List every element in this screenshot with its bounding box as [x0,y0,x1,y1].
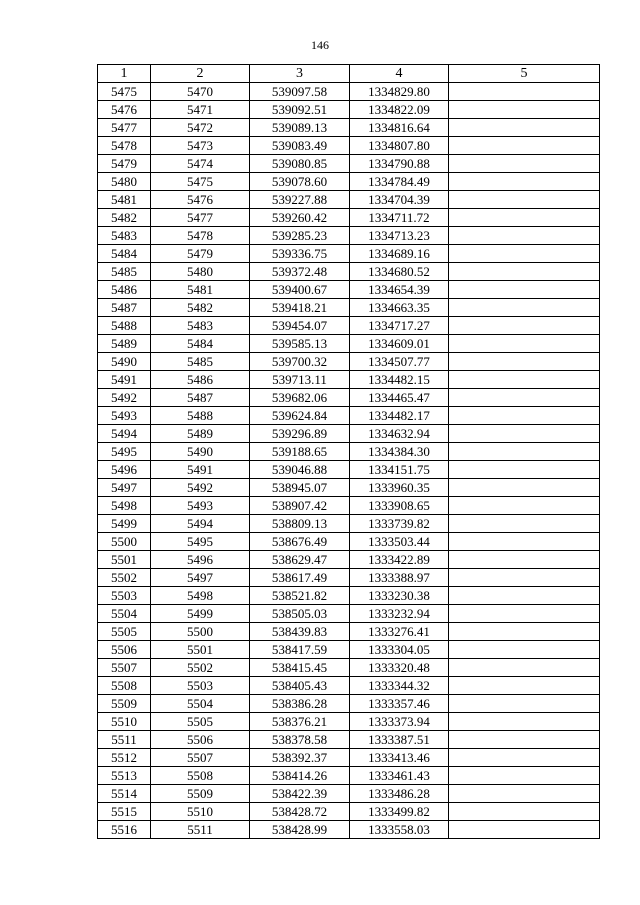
point-number-cell: 5490 [98,353,151,371]
note-cell [449,299,600,317]
note-cell [449,497,600,515]
note-cell [449,461,600,479]
point-number-cell: 5503 [98,587,151,605]
note-cell [449,641,600,659]
index-cell: 5491 [151,461,250,479]
x-coordinate-cell: 538617.49 [250,569,350,587]
table-row [98,353,600,371]
y-coordinate-cell: 1334790.88 [350,155,449,173]
note-cell [449,371,600,389]
point-number-cell: 5513 [98,767,151,785]
x-coordinate-cell: 539092.51 [250,101,350,119]
y-coordinate-cell: 1334822.09 [350,101,449,119]
table-row [98,731,600,749]
table-row [98,749,600,767]
y-coordinate-cell: 1333503.44 [350,533,449,551]
x-coordinate-cell: 539188.65 [250,443,350,461]
note-cell [449,731,600,749]
table-row [98,281,600,299]
x-coordinate-cell: 539097.58 [250,83,350,101]
table-row [98,785,600,803]
y-coordinate-cell: 1334654.39 [350,281,449,299]
point-number-cell: 5487 [98,299,151,317]
index-cell: 5485 [151,353,250,371]
index-cell: 5474 [151,155,250,173]
x-coordinate-cell: 538415.45 [250,659,350,677]
x-coordinate-cell: 538945.07 [250,479,350,497]
point-number-cell: 5502 [98,569,151,587]
y-coordinate-cell: 1333387.51 [350,731,449,749]
y-coordinate-cell: 1333304.05 [350,641,449,659]
y-coordinate-cell: 1333461.43 [350,767,449,785]
header-row [98,65,600,83]
index-cell: 5506 [151,731,250,749]
y-coordinate-cell: 1333388.97 [350,569,449,587]
index-cell: 5510 [151,803,250,821]
x-coordinate-cell: 539418.21 [250,299,350,317]
point-number-cell: 5482 [98,209,151,227]
y-coordinate-cell: 1334784.49 [350,173,449,191]
table-row [98,101,600,119]
index-cell: 5477 [151,209,250,227]
x-coordinate-cell: 539454.07 [250,317,350,335]
index-cell: 5496 [151,551,250,569]
table-row [98,209,600,227]
y-coordinate-cell: 1334829.80 [350,83,449,101]
index-cell: 5483 [151,317,250,335]
y-coordinate-cell: 1333422.89 [350,551,449,569]
note-cell [449,317,600,335]
point-number-cell: 5486 [98,281,151,299]
point-number-cell: 5508 [98,677,151,695]
point-number-cell: 5477 [98,119,151,137]
table-row [98,173,600,191]
table-row [98,299,600,317]
note-cell [449,821,600,839]
y-coordinate-cell: 1334689.16 [350,245,449,263]
y-coordinate-cell: 1333232.94 [350,605,449,623]
y-coordinate-cell: 1334717.27 [350,317,449,335]
table-row [98,155,600,173]
index-cell: 5470 [151,83,250,101]
table-row [98,389,600,407]
point-number-cell: 5507 [98,659,151,677]
x-coordinate-cell: 539700.32 [250,353,350,371]
note-cell [449,245,600,263]
point-number-cell: 5500 [98,533,151,551]
index-cell: 5482 [151,299,250,317]
note-cell [449,569,600,587]
note-cell [449,515,600,533]
index-cell: 5503 [151,677,250,695]
note-cell [449,533,600,551]
index-cell: 5511 [151,821,250,839]
index-cell: 5507 [151,749,250,767]
x-coordinate-cell: 538376.21 [250,713,350,731]
note-cell [449,137,600,155]
table-row [98,317,600,335]
x-coordinate-cell: 539089.13 [250,119,350,137]
x-coordinate-cell: 539336.75 [250,245,350,263]
y-coordinate-cell: 1334482.15 [350,371,449,389]
note-cell [449,713,600,731]
point-number-cell: 5484 [98,245,151,263]
x-coordinate-cell: 538428.72 [250,803,350,821]
y-coordinate-cell: 1333344.32 [350,677,449,695]
y-coordinate-cell: 1334465.47 [350,389,449,407]
table-row [98,821,600,839]
note-cell [449,263,600,281]
index-cell: 5475 [151,173,250,191]
y-coordinate-cell: 1333499.82 [350,803,449,821]
index-cell: 5490 [151,443,250,461]
x-coordinate-cell: 538809.13 [250,515,350,533]
table-row [98,227,600,245]
x-coordinate-cell: 539713.11 [250,371,350,389]
point-number-cell: 5493 [98,407,151,425]
point-number-cell: 5499 [98,515,151,533]
x-coordinate-cell: 538505.03 [250,605,350,623]
index-cell: 5493 [151,497,250,515]
y-coordinate-cell: 1333558.03 [350,821,449,839]
index-cell: 5473 [151,137,250,155]
note-cell [449,587,600,605]
note-cell [449,155,600,173]
point-number-cell: 5501 [98,551,151,569]
point-number-cell: 5496 [98,461,151,479]
table-body [98,83,600,839]
table-row [98,461,600,479]
table-row [98,587,600,605]
header-col-2: 2 [151,65,250,83]
y-coordinate-cell: 1334632.94 [350,425,449,443]
table-row [98,371,600,389]
index-cell: 5502 [151,659,250,677]
note-cell [449,119,600,137]
index-cell: 5472 [151,119,250,137]
point-number-cell: 5492 [98,389,151,407]
y-coordinate-cell: 1333276.41 [350,623,449,641]
table-row [98,605,600,623]
x-coordinate-cell: 538392.37 [250,749,350,767]
y-coordinate-cell: 1333960.35 [350,479,449,497]
index-cell: 5479 [151,245,250,263]
x-coordinate-cell: 539285.23 [250,227,350,245]
index-cell: 5487 [151,389,250,407]
index-cell: 5498 [151,587,250,605]
index-cell: 5492 [151,479,250,497]
table-row [98,263,600,281]
table-row [98,695,600,713]
table-row [98,533,600,551]
point-number-cell: 5505 [98,623,151,641]
note-cell [449,767,600,785]
table-row [98,551,600,569]
y-coordinate-cell: 1334704.39 [350,191,449,209]
point-number-cell: 5475 [98,83,151,101]
point-number-cell: 5476 [98,101,151,119]
point-number-cell: 5479 [98,155,151,173]
index-cell: 5489 [151,425,250,443]
table-row [98,119,600,137]
header-col-5: 5 [449,65,600,83]
x-coordinate-cell: 538417.59 [250,641,350,659]
index-cell: 5497 [151,569,250,587]
coordinates-table [97,64,600,839]
index-cell: 5504 [151,695,250,713]
y-coordinate-cell: 1334816.64 [350,119,449,137]
index-cell: 5501 [151,641,250,659]
y-coordinate-cell: 1334807.80 [350,137,449,155]
note-cell [449,551,600,569]
table-header [98,65,600,83]
x-coordinate-cell: 539624.84 [250,407,350,425]
x-coordinate-cell: 538521.82 [250,587,350,605]
y-coordinate-cell: 1334151.75 [350,461,449,479]
note-cell [449,227,600,245]
point-number-cell: 5506 [98,641,151,659]
table-row [98,425,600,443]
index-cell: 5484 [151,335,250,353]
index-cell: 5508 [151,767,250,785]
point-number-cell: 5504 [98,605,151,623]
note-cell [449,173,600,191]
note-cell [449,191,600,209]
index-cell: 5509 [151,785,250,803]
x-coordinate-cell: 539372.48 [250,263,350,281]
y-coordinate-cell: 1333486.28 [350,785,449,803]
y-coordinate-cell: 1334384.30 [350,443,449,461]
y-coordinate-cell: 1333373.94 [350,713,449,731]
index-cell: 5478 [151,227,250,245]
x-coordinate-cell: 538439.83 [250,623,350,641]
x-coordinate-cell: 538378.58 [250,731,350,749]
table-row [98,335,600,353]
table-row [98,407,600,425]
y-coordinate-cell: 1334680.52 [350,263,449,281]
note-cell [449,659,600,677]
table-row [98,569,600,587]
x-coordinate-cell: 539083.49 [250,137,350,155]
table-row [98,479,600,497]
table-row [98,641,600,659]
note-cell [449,407,600,425]
table-row [98,803,600,821]
note-cell [449,749,600,767]
index-cell: 5486 [151,371,250,389]
index-cell: 5494 [151,515,250,533]
y-coordinate-cell: 1333320.48 [350,659,449,677]
x-coordinate-cell: 538386.28 [250,695,350,713]
table-row [98,515,600,533]
note-cell [449,101,600,119]
table-row [98,443,600,461]
point-number-cell: 5485 [98,263,151,281]
note-cell [449,785,600,803]
table-row [98,137,600,155]
point-number-cell: 5488 [98,317,151,335]
index-cell: 5480 [151,263,250,281]
table-row [98,677,600,695]
index-cell: 5488 [151,407,250,425]
note-cell [449,677,600,695]
x-coordinate-cell: 538422.39 [250,785,350,803]
y-coordinate-cell: 1334609.01 [350,335,449,353]
y-coordinate-cell: 1333230.38 [350,587,449,605]
index-cell: 5481 [151,281,250,299]
header-col-3: 3 [250,65,350,83]
note-cell [449,443,600,461]
table-row [98,767,600,785]
note-cell [449,335,600,353]
y-coordinate-cell: 1333739.82 [350,515,449,533]
y-coordinate-cell: 1334663.35 [350,299,449,317]
point-number-cell: 5515 [98,803,151,821]
note-cell [449,209,600,227]
table-row [98,713,600,731]
point-number-cell: 5491 [98,371,151,389]
index-cell: 5495 [151,533,250,551]
x-coordinate-cell: 539078.60 [250,173,350,191]
note-cell [449,83,600,101]
point-number-cell: 5512 [98,749,151,767]
x-coordinate-cell: 539400.67 [250,281,350,299]
point-number-cell: 5514 [98,785,151,803]
table-row [98,497,600,515]
x-coordinate-cell: 538907.42 [250,497,350,515]
y-coordinate-cell: 1334713.23 [350,227,449,245]
x-coordinate-cell: 539046.88 [250,461,350,479]
page-number: 146 [311,38,329,52]
x-coordinate-cell: 539682.06 [250,389,350,407]
y-coordinate-cell: 1334711.72 [350,209,449,227]
y-coordinate-cell: 1333413.46 [350,749,449,767]
header-col-4: 4 [350,65,449,83]
point-number-cell: 5509 [98,695,151,713]
table-row [98,659,600,677]
x-coordinate-cell: 538428.99 [250,821,350,839]
point-number-cell: 5497 [98,479,151,497]
note-cell [449,623,600,641]
note-cell [449,695,600,713]
header-col-1: 1 [98,65,151,83]
x-coordinate-cell: 538414.26 [250,767,350,785]
note-cell [449,803,600,821]
point-number-cell: 5483 [98,227,151,245]
note-cell [449,353,600,371]
index-cell: 5500 [151,623,250,641]
point-number-cell: 5478 [98,137,151,155]
x-coordinate-cell: 539296.89 [250,425,350,443]
x-coordinate-cell: 539227.88 [250,191,350,209]
note-cell [449,605,600,623]
note-cell [449,425,600,443]
x-coordinate-cell: 539080.85 [250,155,350,173]
index-cell: 5471 [151,101,250,119]
index-cell: 5505 [151,713,250,731]
note-cell [449,389,600,407]
y-coordinate-cell: 1334482.17 [350,407,449,425]
note-cell [449,479,600,497]
point-number-cell: 5511 [98,731,151,749]
point-number-cell: 5480 [98,173,151,191]
note-cell [449,281,600,299]
x-coordinate-cell: 539260.42 [250,209,350,227]
point-number-cell: 5495 [98,443,151,461]
point-number-cell: 5494 [98,425,151,443]
x-coordinate-cell: 538405.43 [250,677,350,695]
x-coordinate-cell: 538676.49 [250,533,350,551]
point-number-cell: 5481 [98,191,151,209]
x-coordinate-cell: 538629.47 [250,551,350,569]
index-cell: 5476 [151,191,250,209]
point-number-cell: 5510 [98,713,151,731]
point-number-cell: 5489 [98,335,151,353]
index-cell: 5499 [151,605,250,623]
table-row [98,623,600,641]
table-row [98,245,600,263]
point-number-cell: 5498 [98,497,151,515]
table-row [98,83,600,101]
y-coordinate-cell: 1334507.77 [350,353,449,371]
y-coordinate-cell: 1333908.65 [350,497,449,515]
table-row [98,191,600,209]
y-coordinate-cell: 1333357.46 [350,695,449,713]
x-coordinate-cell: 539585.13 [250,335,350,353]
point-number-cell: 5516 [98,821,151,839]
